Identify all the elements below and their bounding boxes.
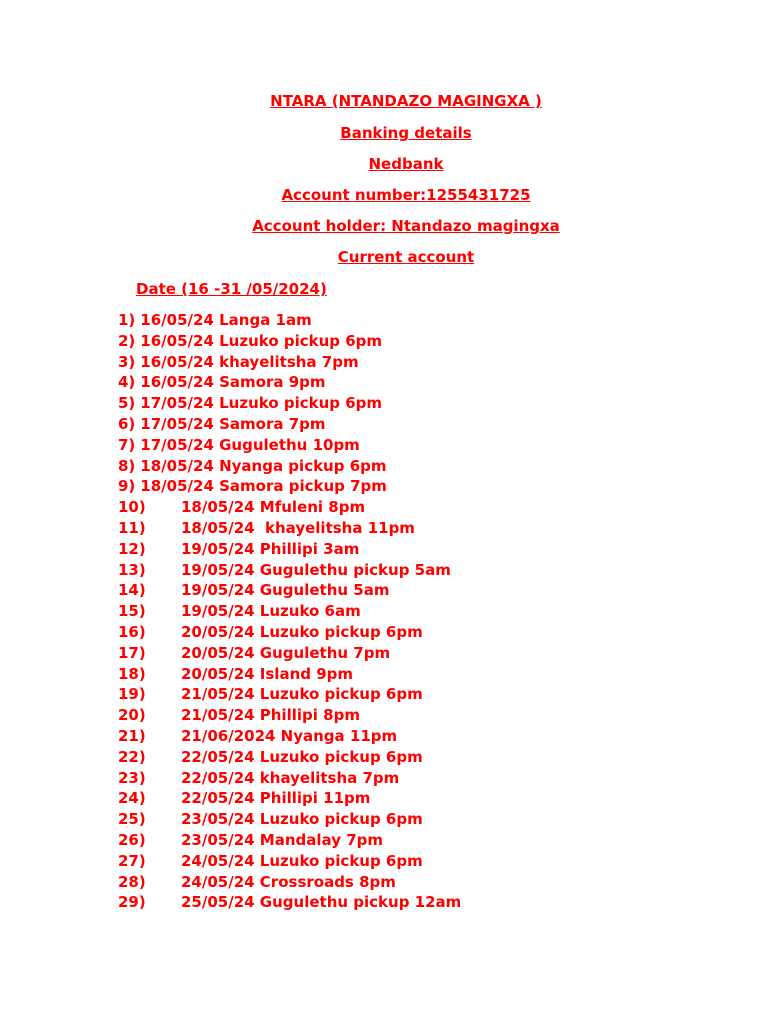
list-item-number: 23) [118, 768, 146, 787]
list-item-text: 24/05/24 Crossroads 8pm [181, 872, 396, 891]
list-item-text: 20/05/24 Luzuko pickup 6pm [181, 622, 423, 641]
list-item-text: 20/05/24 Gugulethu 7pm [181, 643, 391, 662]
list-item-number: 25) [118, 810, 146, 829]
list-item [118, 518, 461, 539]
list-item-number: 14) [118, 581, 146, 600]
list-item [118, 892, 461, 913]
account-type: Current account [337, 248, 475, 266]
list-item [118, 622, 461, 643]
list-item-number: 24) [118, 789, 146, 808]
list-item-number: 15) [118, 602, 146, 621]
list-item-text: 18/05/24 Nyanga pickup 6pm [140, 456, 387, 475]
list-item [118, 872, 461, 893]
list-item-number: 8) [118, 456, 136, 475]
list-item-number: 5) [118, 394, 136, 413]
date-range: Date (16 -31 /05/2024) [136, 280, 327, 298]
list-item-text: 16/05/24 Luzuko pickup 6pm [140, 331, 383, 350]
list-item-text: 18/05/24 Mfuleni 8pm [181, 498, 366, 517]
list-item-text: 16/05/24 Langa 1am [140, 311, 312, 329]
list-item-text: 23/05/24 Mandalay 7pm [181, 830, 383, 849]
list-item-text: 24/05/24 Luzuko pickup 6pm [181, 851, 423, 870]
list-item-text: 22/05/24 Phillipi 11pm [181, 789, 371, 808]
list-item-text: 22/05/24 Luzuko pickup 6pm [181, 747, 423, 766]
list-item-text: 21/05/24 Phillipi 8pm [181, 706, 360, 725]
list-item-number: 21) [118, 726, 146, 745]
list-item-number: 6) [118, 414, 136, 433]
list-item [118, 331, 461, 352]
list-item-text: 19/05/24 Gugulethu pickup 5am [181, 560, 451, 579]
list-item [118, 560, 461, 581]
list-item-number: 1) [118, 311, 136, 329]
list-item-number: 16) [118, 622, 146, 641]
list-item-text: 17/05/24 Gugulethu 10pm [140, 435, 360, 454]
list-item [118, 643, 461, 664]
list-item-text: 21/05/24 Luzuko pickup 6pm [181, 685, 423, 704]
list-item [118, 414, 461, 435]
list-item-text: 18/05/24 khayelitsha 11pm [181, 518, 415, 537]
list-item [118, 310, 461, 331]
list-item [118, 456, 461, 477]
list-item [118, 830, 461, 851]
list-item-text: 20/05/24 Island 9pm [181, 664, 354, 683]
list-item-number: 2) [118, 331, 136, 350]
list-item [118, 705, 461, 726]
list-item [118, 393, 461, 414]
list-item [118, 726, 461, 747]
bank-name: Nedbank [368, 155, 444, 173]
list-item-number: 9) [118, 477, 136, 496]
list-item-number: 3) [118, 352, 136, 371]
banking-details-heading: Banking details [340, 124, 472, 142]
list-item-text: 16/05/24 khayelitsha 7pm [140, 352, 359, 371]
list-item [118, 684, 461, 705]
list-item-number: 12) [118, 539, 146, 558]
list-item-text: 22/05/24 khayelitsha 7pm [181, 768, 400, 787]
list-item [118, 851, 461, 872]
list-item [118, 435, 461, 456]
list-item-number: 7) [118, 435, 136, 454]
list-item-text: 19/05/24 Phillipi 3am [181, 539, 360, 558]
list-item [118, 352, 461, 373]
list-item-text: 21/06/2024 Nyanga 11pm [181, 726, 398, 745]
list-item [118, 664, 461, 685]
account-holder: Account holder: Ntandazo magingxa [252, 217, 560, 235]
list-item-number: 17) [118, 643, 146, 662]
list-item-number: 18) [118, 664, 146, 683]
list-item [118, 476, 461, 497]
list-item-text: 25/05/24 Gugulethu pickup 12am [181, 893, 462, 912]
list-item [118, 497, 461, 518]
list-item-number: 4) [118, 373, 136, 392]
list-item-number: 10) [118, 498, 146, 517]
list-item-number: 29) [118, 893, 146, 912]
list-item-text: 18/05/24 Samora pickup 7pm [140, 477, 387, 496]
list-item-text: 23/05/24 Luzuko pickup 6pm [181, 810, 423, 829]
account-number: Account number:1255431725 [281, 186, 531, 204]
trip-list [118, 310, 461, 913]
list-item-number: 20) [118, 706, 146, 725]
list-item-text: 19/05/24 Luzuko 6am [181, 602, 361, 621]
list-item [118, 601, 461, 622]
list-item-number: 19) [118, 685, 146, 704]
client-name-heading: NTARA (NTANDAZO MAGINGXA ) [270, 92, 542, 110]
list-item-number: 11) [118, 518, 146, 537]
list-item-text: 17/05/24 Samora 7pm [140, 414, 326, 433]
list-item [118, 768, 461, 789]
list-item [118, 747, 461, 768]
list-item-number: 13) [118, 560, 146, 579]
list-item-number: 22) [118, 747, 146, 766]
list-item-text: 16/05/24 Samora 9pm [140, 373, 326, 392]
list-item [118, 372, 461, 393]
list-item [118, 788, 461, 809]
list-item-number: 26) [118, 830, 146, 849]
list-item [118, 539, 461, 560]
list-item-number: 27) [118, 851, 146, 870]
list-item [118, 580, 461, 601]
list-item-text: 17/05/24 Luzuko pickup 6pm [140, 394, 383, 413]
list-item-text: 19/05/24 Gugulethu 5am [181, 581, 390, 600]
list-item [118, 809, 461, 830]
list-item-number: 28) [118, 872, 146, 891]
